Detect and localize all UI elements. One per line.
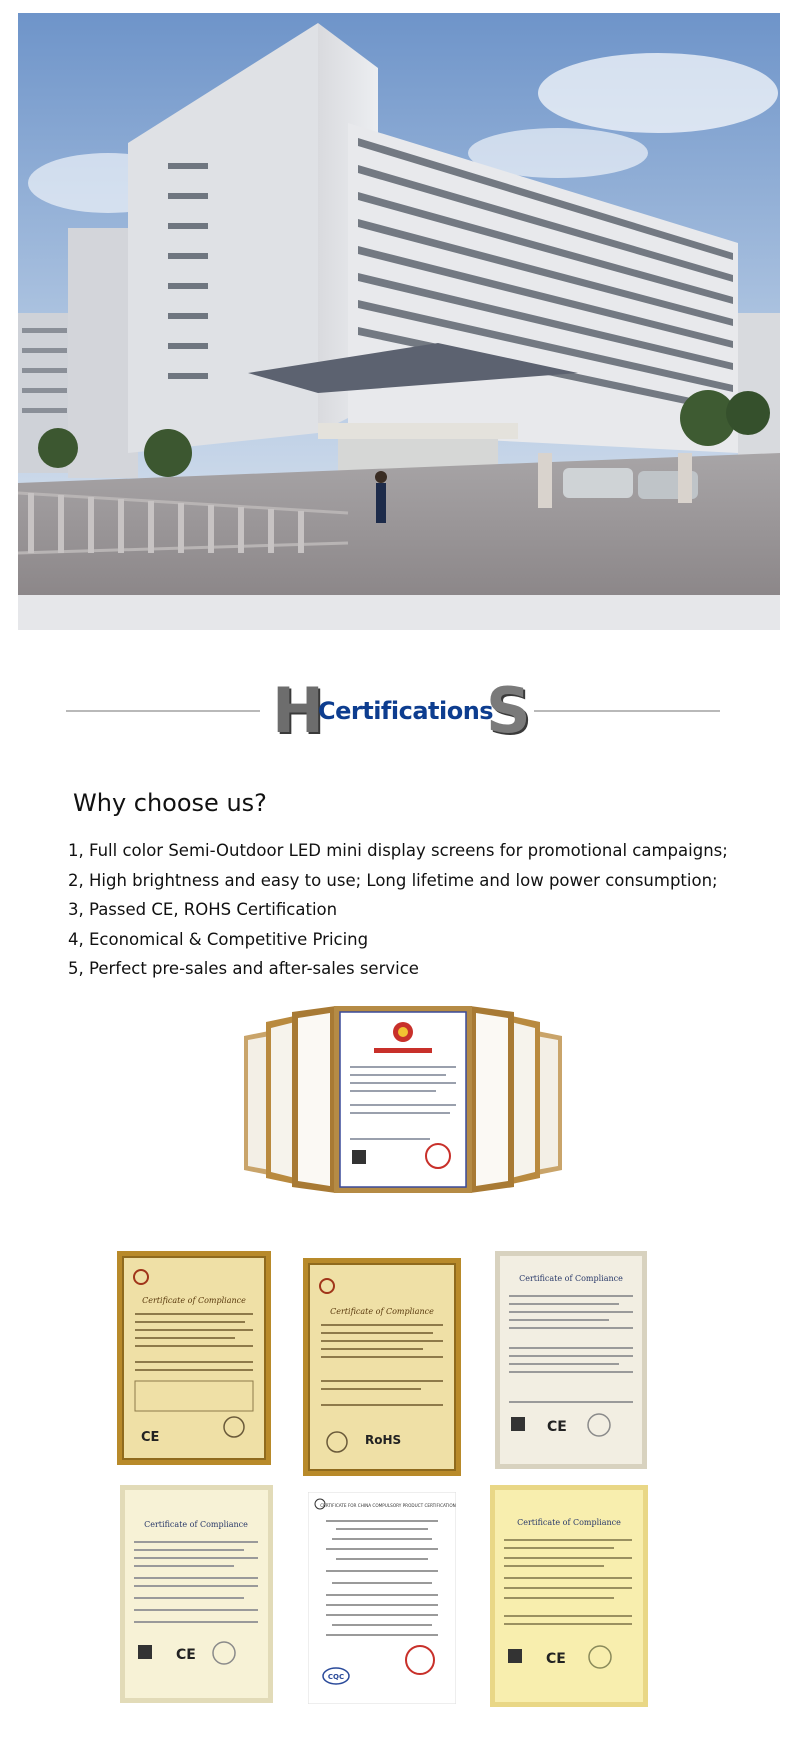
factory-building-photo bbox=[18, 13, 780, 595]
heading-divider-left bbox=[66, 710, 260, 712]
why-item: 4, Economical & Competitive Pricing bbox=[68, 929, 369, 949]
heading-certifications-text: Certifications bbox=[318, 697, 494, 725]
certificate-ccc bbox=[308, 1492, 456, 1704]
why-item: 3, Passed CE, ROHS Certification bbox=[68, 900, 338, 919]
why-item: 1, Full color Semi-Outdoor LED mini display screens for promotional campaigns; bbox=[68, 841, 728, 860]
certificate-title: Certificate of Compliance bbox=[519, 1274, 623, 1283]
ccc-mark: CQC bbox=[327, 1673, 345, 1681]
certificate-ce-light-2 bbox=[120, 1485, 273, 1703]
certificate-title: Certificate of Compliance bbox=[517, 1518, 621, 1527]
heading-divider-right bbox=[534, 710, 720, 712]
why-item: 2, High brightness and easy to use; Long lifetime and low power consumption; bbox=[68, 870, 718, 890]
certificate-title: Certificate of Compliance bbox=[142, 1296, 246, 1305]
rohs-mark: RoHS bbox=[365, 1433, 402, 1447]
certificate-title: Certificate of Compliance bbox=[330, 1307, 434, 1316]
certificate-title: CERTIFICATE FOR CHINA COMPULSORY PRODUCT CERTIFICATION bbox=[320, 1503, 456, 1508]
why-item: 5, Perfect pre-sales and after-sales service bbox=[68, 959, 419, 978]
ce-mark: CE bbox=[547, 1419, 567, 1435]
certificate-ce-gold bbox=[117, 1251, 271, 1465]
ce-mark: CE bbox=[546, 1651, 566, 1667]
certificate-rohs-gold bbox=[303, 1258, 461, 1476]
trademark-certificates-image bbox=[244, 1006, 562, 1193]
heading-decor-letter-s: S bbox=[486, 674, 531, 747]
certificate-ce-yellow bbox=[490, 1485, 648, 1707]
factory-photo-frame bbox=[18, 13, 780, 630]
ce-mark: CE bbox=[141, 1430, 160, 1445]
ce-mark: CE bbox=[176, 1647, 196, 1663]
heading-decor-letter-h: H bbox=[272, 674, 324, 747]
certifications-heading bbox=[66, 674, 720, 750]
why-choose-us-list bbox=[68, 836, 728, 984]
certificate-title: Certificate of Compliance bbox=[144, 1520, 248, 1529]
certificate-ce-light-1 bbox=[495, 1251, 647, 1469]
why-choose-us-title: Why choose us? bbox=[73, 789, 267, 817]
